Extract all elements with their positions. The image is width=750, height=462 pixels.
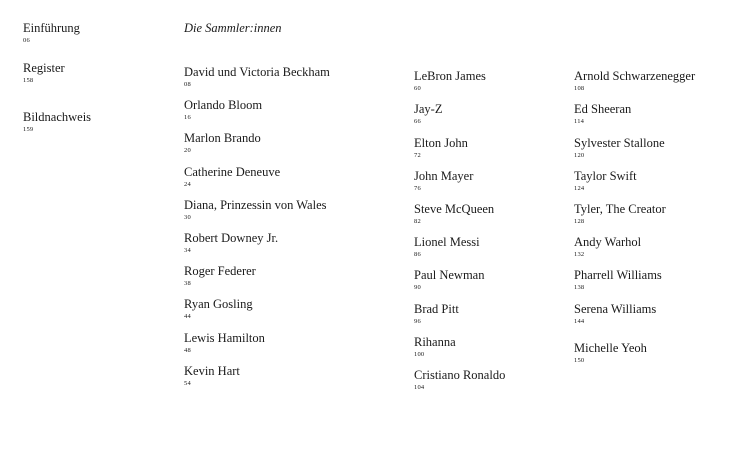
- collector-name: David und Victoria Beckham: [184, 65, 330, 79]
- collector-page-number: 38: [184, 280, 191, 287]
- collector-page-number: 104: [414, 384, 425, 391]
- collector-entry[interactable]: [574, 235, 641, 259]
- collector-page-number: 24: [184, 181, 191, 188]
- collector-page-number: 100: [414, 351, 425, 358]
- collector-name: Rihanna: [414, 335, 456, 349]
- collector-page-number: 132: [574, 251, 585, 258]
- entry-title: Bildnachweis: [23, 110, 92, 124]
- collector-page-number: 144: [574, 318, 585, 325]
- collector-name: Brad Pitt: [414, 302, 459, 316]
- collector-entry[interactable]: [414, 335, 456, 359]
- collector-name: Pharrell Williams: [574, 268, 662, 282]
- collector-name: Robert Downey Jr.: [184, 231, 279, 245]
- collector-page-number: 128: [574, 218, 585, 225]
- collector-name: Tyler, The Creator: [574, 202, 666, 216]
- collector-entry[interactable]: [574, 268, 662, 292]
- collector-page-number: 76: [414, 185, 421, 192]
- collector-name: Ryan Gosling: [184, 297, 253, 311]
- toc-entry-image-credits[interactable]: [23, 110, 91, 134]
- collector-entry[interactable]: [574, 341, 647, 365]
- collector-page-number: 120: [574, 152, 585, 159]
- collector-page-number: 30: [184, 214, 191, 221]
- collector-entry[interactable]: [414, 136, 468, 160]
- collector-name: Serena Williams: [574, 302, 657, 316]
- entry-page-number: 06: [23, 37, 30, 44]
- collector-name: Taylor Swift: [574, 169, 637, 183]
- collector-page-number: 82: [414, 218, 421, 225]
- entry-title: Register: [23, 61, 65, 75]
- collector-name: Elton John: [414, 136, 468, 150]
- collector-page-number: 114: [574, 118, 585, 125]
- collector-name: Sylvester Stallone: [574, 136, 665, 150]
- collector-entry[interactable]: [184, 231, 278, 255]
- collector-name: Kevin Hart: [184, 364, 240, 378]
- collector-page-number: 96: [414, 318, 421, 325]
- collector-entry[interactable]: [574, 169, 637, 193]
- collector-entry[interactable]: [574, 202, 666, 226]
- collector-entry[interactable]: [414, 368, 505, 392]
- collector-entry[interactable]: [574, 302, 656, 326]
- entry-page-number: 159: [23, 126, 34, 133]
- collector-name: Catherine Deneuve: [184, 165, 281, 179]
- collector-entry[interactable]: [414, 235, 480, 259]
- collector-name: Arnold Schwarzenegger: [574, 69, 696, 83]
- entry-page-number: 158: [23, 77, 34, 84]
- collector-name: LeBron James: [414, 69, 486, 83]
- collector-page-number: 44: [184, 313, 191, 320]
- collector-name: Steve McQueen: [414, 202, 495, 216]
- collector-name: Ed Sheeran: [574, 102, 632, 116]
- collector-entry[interactable]: [184, 198, 327, 222]
- collector-name: Roger Federer: [184, 264, 256, 278]
- collector-entry[interactable]: [184, 131, 261, 155]
- collector-name: Lewis Hamilton: [184, 331, 265, 345]
- collector-page-number: 16: [184, 114, 191, 121]
- collector-entry[interactable]: [574, 136, 665, 160]
- collector-page-number: 66: [414, 118, 421, 125]
- collector-page-number: 54: [184, 380, 191, 387]
- collector-page-number: 86: [414, 251, 421, 258]
- collector-entry[interactable]: [184, 165, 280, 189]
- collector-name: Paul Newman: [414, 268, 485, 282]
- collector-page-number: 138: [574, 284, 585, 291]
- collector-page-number: 48: [184, 347, 191, 354]
- collector-page-number: 20: [184, 147, 191, 154]
- entry-title: Einführung: [23, 21, 80, 35]
- section-title: Die Sammler:innen: [184, 21, 282, 35]
- collector-entry[interactable]: [184, 98, 262, 122]
- toc-entry-introduction[interactable]: [23, 21, 80, 45]
- collector-entry[interactable]: [184, 65, 330, 89]
- collector-page-number: 90: [414, 284, 421, 291]
- collector-entry[interactable]: [184, 297, 253, 321]
- collector-name: Jay-Z: [414, 102, 443, 116]
- collector-entry[interactable]: [184, 364, 240, 388]
- collector-name: Marlon Brando: [184, 131, 261, 145]
- collector-entry[interactable]: [414, 69, 486, 93]
- collector-name: Orlando Bloom: [184, 98, 263, 112]
- collector-entry[interactable]: [184, 331, 265, 355]
- collector-page-number: 124: [574, 185, 585, 192]
- collector-page-number: 08: [184, 81, 191, 88]
- collector-entry[interactable]: [184, 264, 256, 288]
- collector-entry[interactable]: [414, 102, 442, 126]
- collector-name: Lionel Messi: [414, 235, 480, 249]
- collector-name: Andy Warhol: [574, 235, 642, 249]
- collector-page-number: 72: [414, 152, 421, 159]
- collector-name: John Mayer: [414, 169, 474, 183]
- collector-entry[interactable]: [414, 202, 494, 226]
- collector-entry[interactable]: [414, 268, 484, 292]
- collector-name: Diana, Prinzessin von Wales: [184, 198, 327, 212]
- collector-page-number: 150: [574, 357, 585, 364]
- collector-entry[interactable]: [574, 102, 631, 126]
- collector-entry[interactable]: [414, 169, 473, 193]
- collector-entry[interactable]: [574, 69, 695, 93]
- collector-entry[interactable]: [414, 302, 459, 326]
- collector-page-number: 60: [414, 85, 421, 92]
- toc-entry-register[interactable]: [23, 61, 65, 85]
- collector-name: Michelle Yeoh: [574, 341, 647, 355]
- collector-name: Cristiano Ronaldo: [414, 368, 506, 382]
- collector-page-number: 108: [574, 85, 585, 92]
- collector-page-number: 34: [184, 247, 191, 254]
